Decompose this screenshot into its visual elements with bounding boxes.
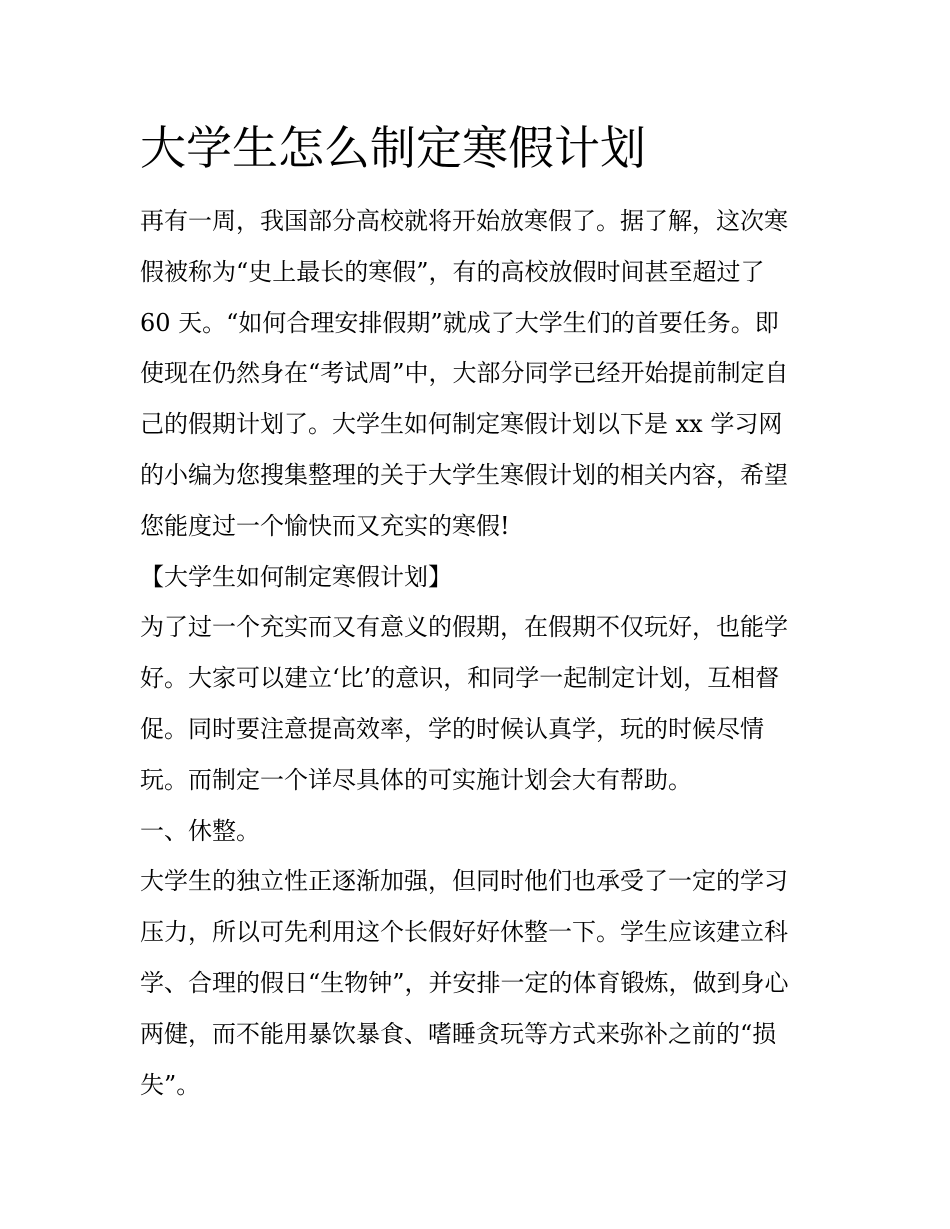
body-line: 压力，所以可先利用这个长假好好休整一下。学生应该建立科 xyxy=(140,918,788,947)
body-line: 两健，而不能用暴饮暴食、嗜睡贪玩等方式来弥补之前的“损 xyxy=(140,1019,777,1048)
body-line: 使现在仍然身在“考试周”中，大部分同学已经开始提前制定自 xyxy=(140,359,789,388)
subsection-heading: 一、休整。 xyxy=(140,816,260,845)
body-line: 为了过一个充实而又有意义的假期，在假期不仅玩好，也能学 xyxy=(140,613,788,642)
body-line: 假被称为“史上最长的寒假”，有的高校放假时间甚至超过了 xyxy=(140,257,765,286)
section-heading: 【大学生如何制定寒假计划】 xyxy=(140,562,452,591)
body-line: 的小编为您搜集整理的关于大学生寒假计划的相关内容，希望 xyxy=(140,460,788,489)
body-line: 再有一周，我国部分高校就将开始放寒假了。据了解，这次寒 xyxy=(140,207,788,235)
body-line: 您能度过一个愉快而又充实的寒假! xyxy=(140,511,510,540)
body-line: 大学生的独立性正逐渐加强，但同时他们也承受了一定的学习 xyxy=(140,867,788,896)
body-line: 学、合理的假日“生物钟”，并安排一定的体育锻炼，做到身心 xyxy=(140,968,789,997)
body-line: 促。同时要注意提高效率，学的时候认真学，玩的时候尽情 xyxy=(140,714,764,743)
document-title: 大学生怎么制定寒假计划 xyxy=(140,121,646,175)
body-line: 己的假期计划了。大学生如何制定寒假计划以下是 xx 学习网 xyxy=(140,410,783,439)
body-line: 失”。 xyxy=(140,1070,201,1099)
body-line: 好。大家可以建立‘比’的意识，和同学一起制定计划，互相督 xyxy=(140,664,780,693)
body-line: 60 天。“如何合理安排假期”就成了大学生们的首要任务。即 xyxy=(140,308,779,337)
document-body xyxy=(140,196,820,1110)
body-line: 玩。而制定一个详尽具体的可实施计划会大有帮助。 xyxy=(140,765,692,794)
